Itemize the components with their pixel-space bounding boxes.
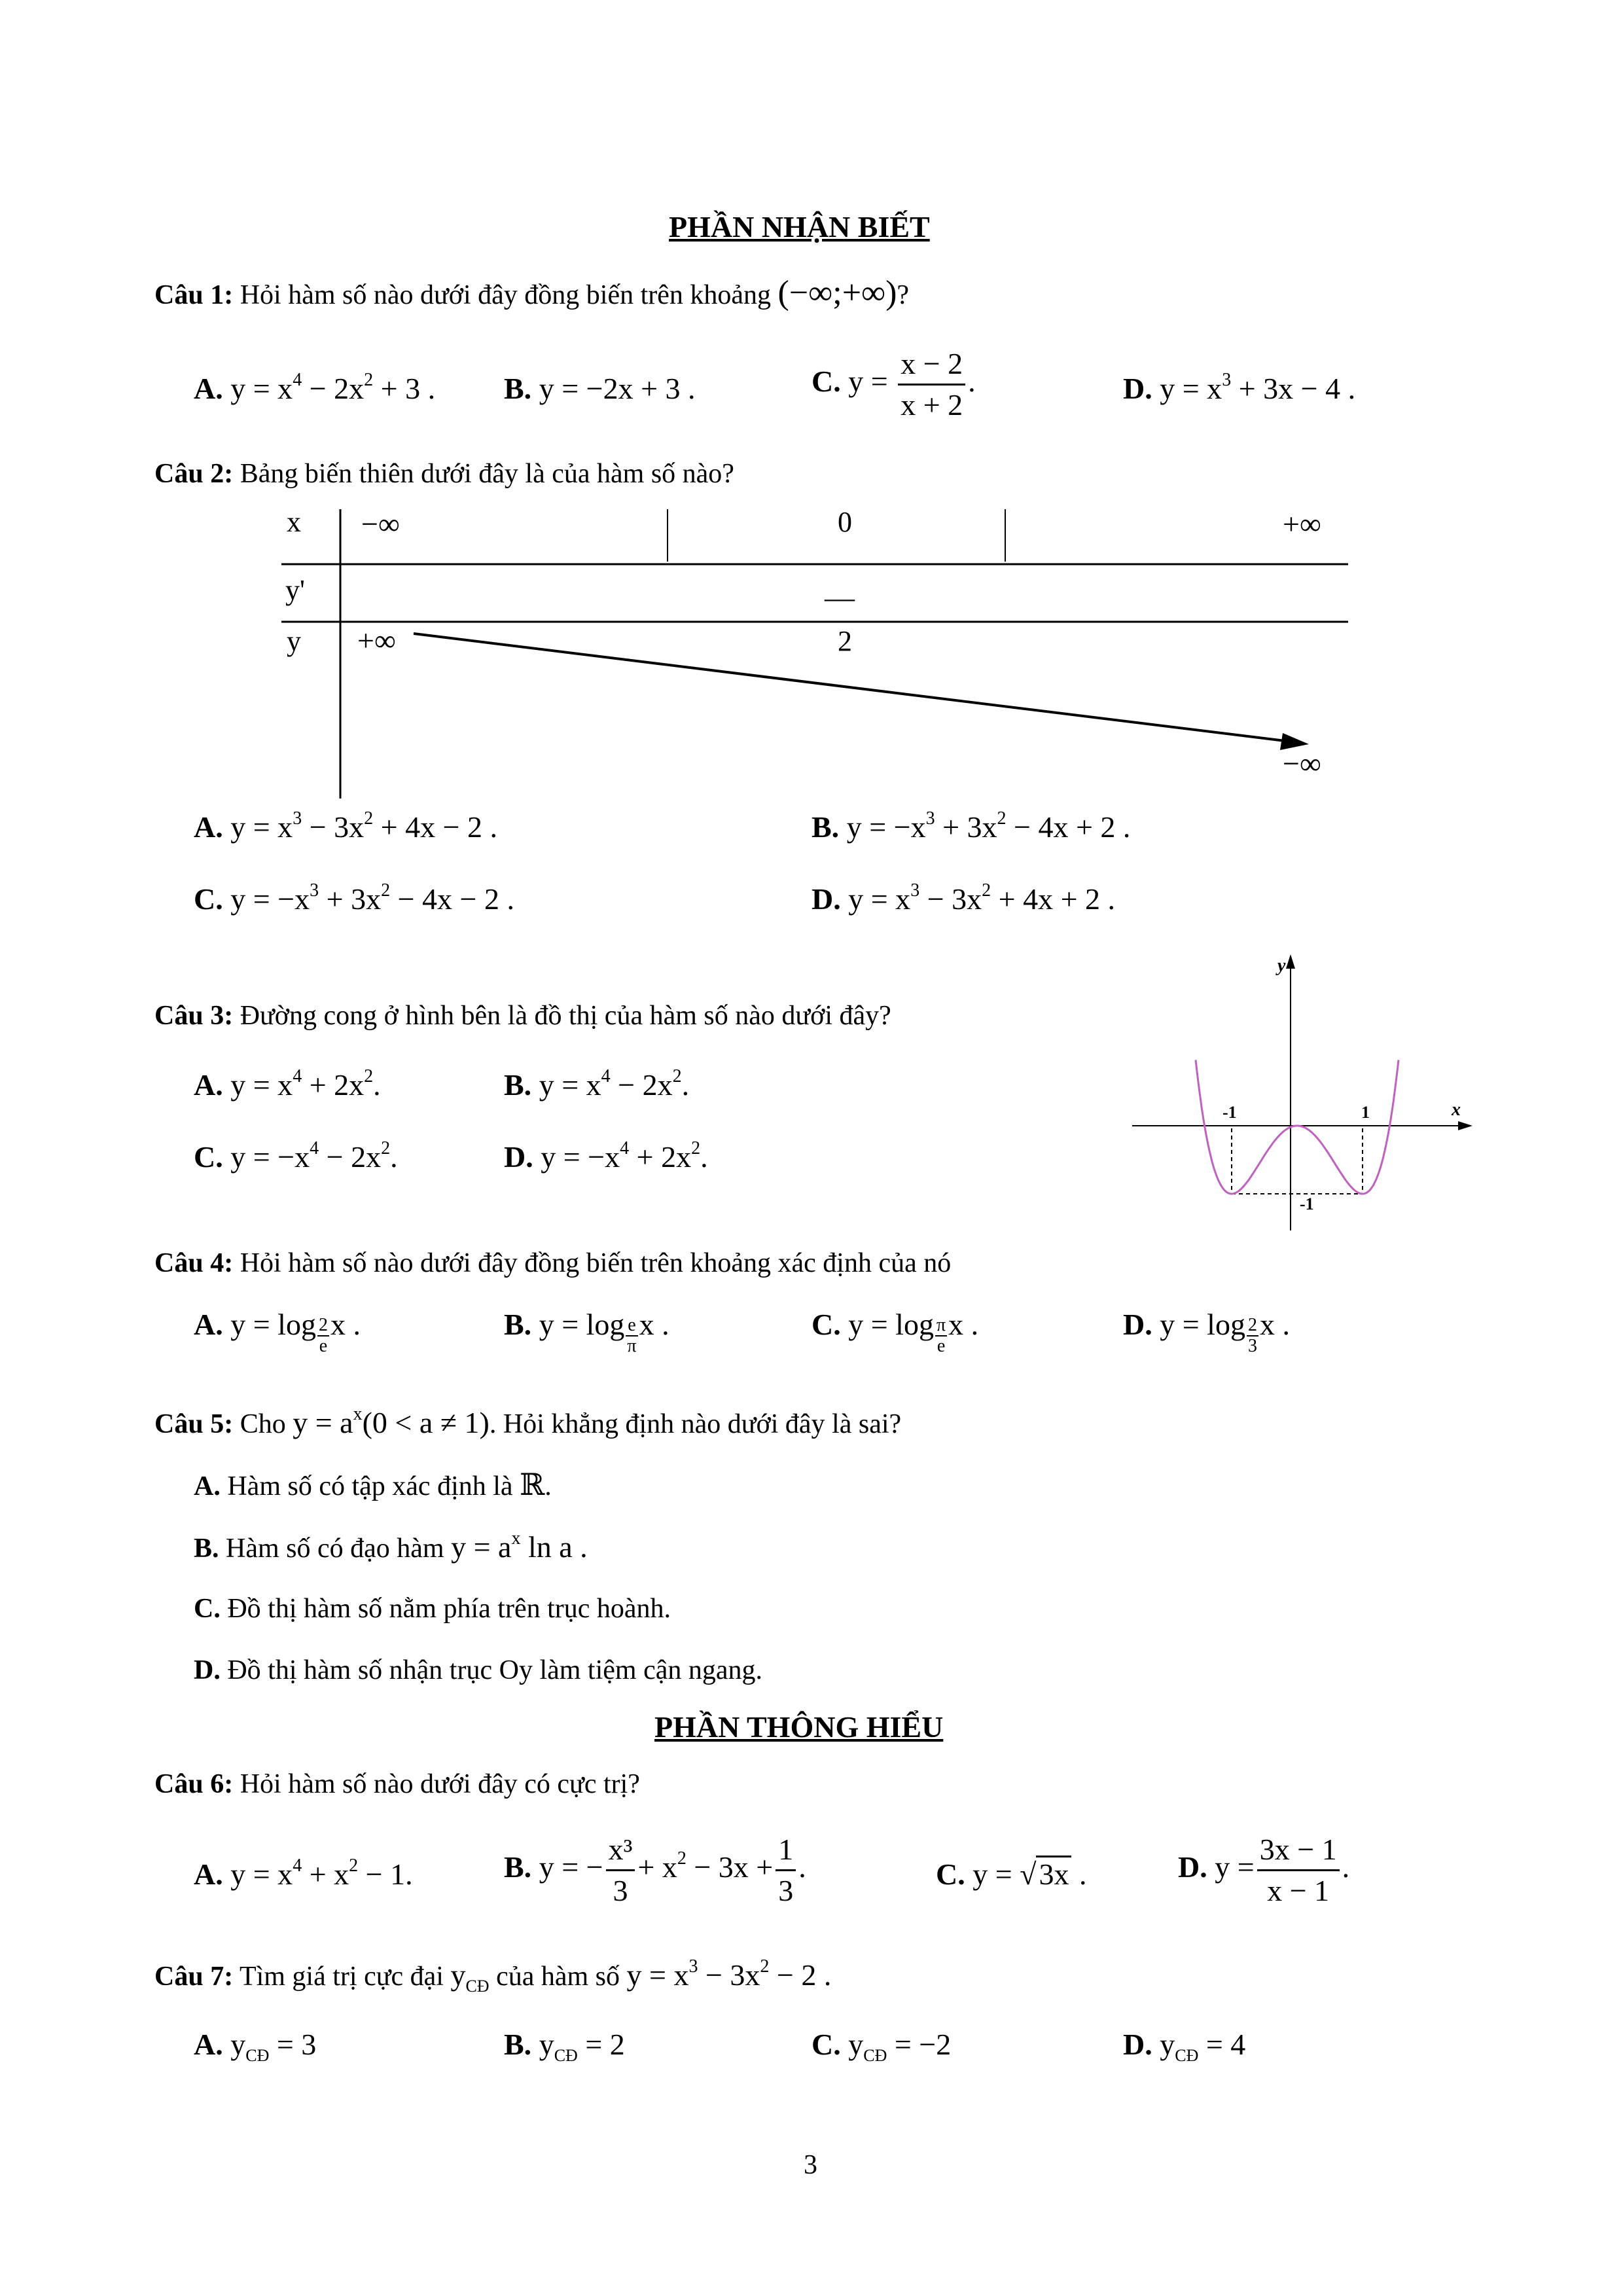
base-numerator: π (936, 1315, 946, 1335)
q2-option-b[interactable] (812, 809, 1130, 846)
expr-part: + 3x − 4 . (1231, 372, 1356, 405)
log-base (1247, 1316, 1258, 1356)
expr-part: y = x (1160, 372, 1222, 405)
expr-part: y = x (230, 1857, 293, 1891)
numerator: 1 (776, 1830, 796, 1871)
option-label: B. (504, 372, 532, 405)
subscript: CĐ (554, 2046, 578, 2066)
base-denominator: 3 (1247, 1336, 1257, 1356)
question-3 (154, 999, 891, 1033)
q4-option-a[interactable] (194, 1306, 361, 1356)
subscript: CĐ (245, 2046, 270, 2066)
page-number: 3 (804, 2150, 817, 2180)
expr-part: + 3x (935, 810, 997, 844)
radicand: 3x (1036, 1856, 1071, 1891)
interval: (−∞;+∞) (777, 274, 897, 312)
table-derivative-sign: — (825, 581, 855, 614)
expr-part: . (681, 1068, 690, 1102)
option-label: C. (812, 1308, 841, 1341)
option-label: C. (812, 365, 841, 399)
exponent: 2 (364, 1066, 374, 1086)
expr-part: y = x (626, 1958, 689, 1992)
expr-part: + 3x (319, 882, 382, 916)
exponent: x (511, 1528, 521, 1549)
expr-part: = 2 (577, 2028, 625, 2061)
ycd-symbol (450, 1958, 490, 1996)
question-5 (154, 1405, 901, 1441)
expr-part: = 4 (1198, 2028, 1246, 2061)
expr-part: . (1342, 1850, 1350, 1884)
question-4 (154, 1246, 951, 1280)
expr-part: . (390, 1140, 398, 1174)
expr-part: y (848, 2028, 864, 2061)
expr-part: − 1. (358, 1857, 413, 1891)
question-label: Câu 7: (154, 1962, 234, 1992)
question-text: Cho (240, 1409, 286, 1439)
expr-part: + 3 . (373, 372, 436, 405)
expr-part: − 3x (919, 882, 982, 916)
base-numerator: e (626, 1316, 637, 1336)
option-label: B. (504, 2028, 532, 2061)
q7-option-d[interactable] (1123, 2026, 1246, 2066)
expr-part: y = x (539, 1068, 601, 1102)
exponent: 3 (688, 1956, 698, 1977)
option-label: D. (504, 1140, 533, 1174)
real-numbers-symbol: ℝ (520, 1467, 545, 1502)
expr-part: y = a (451, 1530, 512, 1564)
subscript: CĐ (465, 1977, 490, 1996)
q5-option-a[interactable] (194, 1466, 552, 1503)
q5-option-d[interactable] (194, 1653, 762, 1687)
expr-part: y = (972, 1857, 1012, 1891)
exponent: 2 (982, 880, 991, 901)
question-label: Câu 4: (154, 1248, 234, 1278)
expr-part: + 2x (629, 1140, 692, 1174)
option-label: A. (194, 1471, 221, 1501)
expr-part: y = −x (846, 810, 926, 844)
q1-option-d[interactable] (1123, 370, 1355, 407)
expr-part: − 3x + (686, 1850, 774, 1884)
exponent: 3 (925, 808, 935, 829)
option-text: Đồ thị hàm số nằm phía trên trục hoành. (227, 1594, 671, 1624)
question-2 (154, 457, 734, 491)
table-x-plus-inf: +∞ (1283, 507, 1321, 541)
option-label: D. (1178, 1850, 1207, 1884)
exponent: 2 (677, 1848, 687, 1869)
option-label: B. (504, 1308, 532, 1341)
option-label: A. (194, 2028, 223, 2061)
q1-option-c[interactable] (812, 344, 976, 425)
question-label: Câu 5: (154, 1409, 234, 1439)
table-y-label: y (287, 625, 301, 657)
decreasing-arrow (414, 634, 1296, 742)
q6-option-b[interactable] (504, 1830, 806, 1910)
sqrt-sign: √ (1020, 1857, 1037, 1891)
option-label: A. (194, 372, 223, 405)
expr (451, 1530, 588, 1564)
question-label: Câu 2: (154, 459, 234, 489)
base-numerator: 2 (1247, 1315, 1257, 1335)
subscript: CĐ (1175, 2046, 1199, 2066)
exponent: 4 (293, 369, 302, 390)
numerator: 3x − 1 (1257, 1830, 1340, 1871)
fraction (606, 1830, 635, 1910)
expr-part: y = log (1160, 1308, 1245, 1341)
expr-part: y (1160, 2028, 1175, 2061)
expr-part: . (1071, 1857, 1087, 1891)
expr-part: y = −x (230, 1140, 310, 1174)
expr-part: (0 < a ≠ 1) (362, 1406, 490, 1439)
denominator: x + 2 (901, 388, 963, 422)
expr-part: + x (302, 1857, 349, 1891)
expr-part: − 3x (302, 810, 365, 844)
exponent: 2 (381, 1138, 391, 1158)
option-text: Đồ thị hàm số nhận trục Oy làm tiệm cận ngang. (227, 1655, 762, 1685)
expr-part: y = x (230, 810, 293, 844)
option-label: C. (936, 1857, 965, 1891)
fraction (776, 1830, 796, 1910)
expr-part: y = −x (541, 1140, 620, 1174)
exponent: 4 (310, 1138, 319, 1158)
exponent: 3 (1222, 369, 1232, 390)
expr-part: . (373, 1068, 381, 1102)
exponent: 4 (293, 1855, 302, 1876)
x-axis-label: x (1452, 1100, 1461, 1120)
option-label: A. (194, 810, 223, 844)
exponent: x (353, 1403, 363, 1424)
expr-part: . (700, 1140, 708, 1174)
table-y-two: 2 (838, 625, 852, 657)
question-6 (154, 1767, 640, 1801)
tick-label-minus-one: -1 (1222, 1103, 1237, 1122)
question-label: Câu 3: (154, 1001, 234, 1031)
table-yprime-label: y' (285, 574, 305, 606)
option-label: C. (812, 2028, 841, 2061)
exponent: 2 (349, 1855, 359, 1876)
expr-part: y = log (230, 1308, 316, 1341)
table-x-zero: 0 (838, 506, 852, 538)
log-base (935, 1316, 947, 1356)
question-1 (154, 275, 909, 312)
expr-part: y (230, 2028, 246, 2061)
option-label: C. (194, 1140, 223, 1174)
quartic-graph (1126, 949, 1492, 1230)
expr-part: y = −2x + 3 . (539, 372, 696, 405)
tick-label-min: -1 (1300, 1194, 1314, 1213)
option-label: C. (194, 1594, 221, 1624)
q1-option-a[interactable] (194, 370, 435, 407)
exponent: 4 (620, 1138, 630, 1158)
option-label: B. (812, 810, 840, 844)
q4-option-d[interactable] (1123, 1306, 1290, 1356)
option-label: B. (504, 1068, 532, 1102)
q6-option-a[interactable] (194, 1856, 413, 1893)
q2-option-a[interactable] (194, 809, 497, 846)
question-text: Hỏi hàm số nào dưới đây đồng biến trên khoảng (240, 280, 772, 310)
variation-table (262, 504, 1361, 805)
option-label: C. (194, 882, 223, 916)
option-label: A. (194, 1308, 223, 1341)
option-label: A. (194, 1857, 223, 1891)
q3-option-c[interactable] (194, 1139, 398, 1175)
expr-part: x . (639, 1308, 669, 1341)
question-text: . Hỏi khẳng định nào dưới đây là sai? (489, 1409, 902, 1439)
fraction (1257, 1830, 1340, 1910)
denominator: x − 1 (1267, 1874, 1330, 1907)
expr-part: x . (1259, 1308, 1290, 1341)
exponent: 4 (601, 1066, 611, 1086)
question-mark: ? (897, 280, 910, 310)
function-expr (627, 1958, 832, 1992)
expr-part: y = a (293, 1406, 353, 1439)
expr-part: − 2x (319, 1140, 382, 1174)
exponent: 2 (691, 1138, 701, 1158)
option-label: B. (504, 1850, 532, 1884)
q1-option-b[interactable] (504, 370, 696, 407)
expr-part: y = −x (230, 882, 310, 916)
option-label: A. (194, 1068, 223, 1102)
numerator: x³ (606, 1830, 635, 1871)
expr-part: − 4x + 2 . (1006, 810, 1131, 844)
q6-option-d[interactable] (1178, 1830, 1349, 1910)
expr-part: + 4x − 2 . (373, 810, 498, 844)
expr-part: y (539, 2028, 554, 2061)
q6-option-c[interactable] (936, 1856, 1086, 1893)
expr-part: = −2 (887, 2028, 952, 2061)
subscript: CĐ (863, 2046, 887, 2066)
expr-part: − 2 . (769, 1958, 832, 1992)
expr-part: − 3x (698, 1958, 760, 1992)
question-7 (154, 1957, 831, 1994)
base-denominator: π (627, 1336, 637, 1356)
expr-part: − 2x (302, 372, 365, 405)
expr-part: y = log (539, 1308, 625, 1341)
question-text: Tìm giá trị cực đại (239, 1962, 444, 1992)
q7-option-b[interactable] (504, 2026, 625, 2066)
function-curve (1196, 1060, 1399, 1194)
log-base (626, 1316, 637, 1356)
denominator: 3 (613, 1874, 628, 1907)
fraction (898, 344, 965, 425)
exponent: 2 (364, 369, 374, 390)
option-label: D. (812, 882, 841, 916)
expr-part: = 3 (269, 2028, 317, 2061)
expr-part: y (450, 1958, 466, 1992)
q2-option-c[interactable] (194, 881, 514, 918)
expr-part: − 4x − 2 . (390, 882, 514, 916)
y-axis-label: y (1277, 956, 1286, 976)
x-axis-arrow (1458, 1121, 1472, 1130)
table-y-plus-inf: +∞ (357, 624, 396, 657)
table-x-label: x (287, 506, 301, 538)
option-label: B. (194, 1534, 219, 1564)
exponent: 4 (293, 1066, 302, 1086)
expr-part: . (968, 365, 976, 399)
expr-part: y = x (230, 1068, 293, 1102)
exponent: 2 (997, 808, 1007, 829)
expr-part: x . (948, 1308, 979, 1341)
expr-part: . (798, 1850, 806, 1884)
exponent: 3 (910, 880, 920, 901)
option-text: Hàm số có đạo hàm (226, 1534, 444, 1564)
option-label: D. (1123, 372, 1152, 405)
option-label: D. (194, 1655, 221, 1685)
base-denominator: e (319, 1336, 328, 1356)
y-axis-arrow (1286, 954, 1295, 969)
tick-label-one: 1 (1361, 1103, 1370, 1122)
expr-part: y = x (230, 372, 293, 405)
expr-part: + 4x + 2 . (991, 882, 1116, 916)
exponent: 3 (310, 880, 319, 901)
question-text: Hỏi hàm số nào dưới đây đồng biến trên khoảng xác định của nó (240, 1248, 952, 1278)
question-text: Đường cong ở hình bên là đồ thị của hàm số nào dưới đây? (240, 1001, 891, 1031)
expr-part: y = x (848, 882, 911, 916)
exponent: 2 (760, 1956, 770, 1977)
base-denominator: e (936, 1336, 946, 1356)
expr-part: + 2x (302, 1068, 365, 1102)
question-text: Hỏi hàm số nào dưới đây có cực trị? (240, 1769, 640, 1799)
q2-option-d[interactable] (812, 881, 1115, 918)
question-text: của hàm số (496, 1962, 620, 1992)
q5-option-b[interactable] (194, 1529, 588, 1566)
denominator: 3 (778, 1874, 794, 1907)
base-numerator: 2 (318, 1315, 328, 1335)
section-title-recognition: PHẦN NHẬN BIẾT (669, 210, 930, 243)
q7-option-c[interactable] (812, 2026, 952, 2066)
expr-part: y = (848, 365, 888, 399)
expr-part: − 2x (610, 1068, 673, 1102)
numerator: x − 2 (898, 344, 965, 386)
option-label: D. (1123, 1308, 1152, 1341)
question-text: Bảng biến thiên dưới đây là của hàm số nào? (240, 459, 734, 489)
option-text: . (544, 1471, 552, 1501)
q3-option-b[interactable] (504, 1067, 689, 1103)
expr-part: y = log (848, 1308, 934, 1341)
exponent: 3 (293, 808, 302, 829)
expr-part: y = (1215, 1850, 1255, 1884)
table-x-minus-inf: −∞ (361, 507, 400, 541)
section-title-comprehension: PHẦN THÔNG HIỂU (654, 1710, 944, 1744)
expr-part: x . (330, 1308, 361, 1341)
question-label: Câu 1: (154, 280, 234, 310)
q3-option-a[interactable] (194, 1067, 381, 1103)
exponent: 2 (381, 880, 391, 901)
q7-option-a[interactable] (194, 2026, 317, 2066)
option-label: D. (1123, 2028, 1152, 2061)
q4-option-b[interactable] (504, 1306, 669, 1356)
expr-part: + x (637, 1850, 677, 1884)
table-y-minus-inf: −∞ (1283, 747, 1321, 780)
exponent: 2 (364, 808, 374, 829)
log-base (317, 1316, 329, 1356)
expr-part: ln a . (520, 1530, 588, 1564)
exponent: 2 (672, 1066, 682, 1086)
question-label: Câu 6: (154, 1769, 234, 1799)
q4-option-c[interactable] (812, 1306, 978, 1356)
q5-option-c[interactable] (194, 1592, 671, 1626)
q3-option-d[interactable] (504, 1139, 708, 1175)
option-text: Hàm số có tập xác định là (227, 1471, 513, 1501)
expr-part: y = − (539, 1850, 603, 1884)
expr (293, 1403, 490, 1439)
